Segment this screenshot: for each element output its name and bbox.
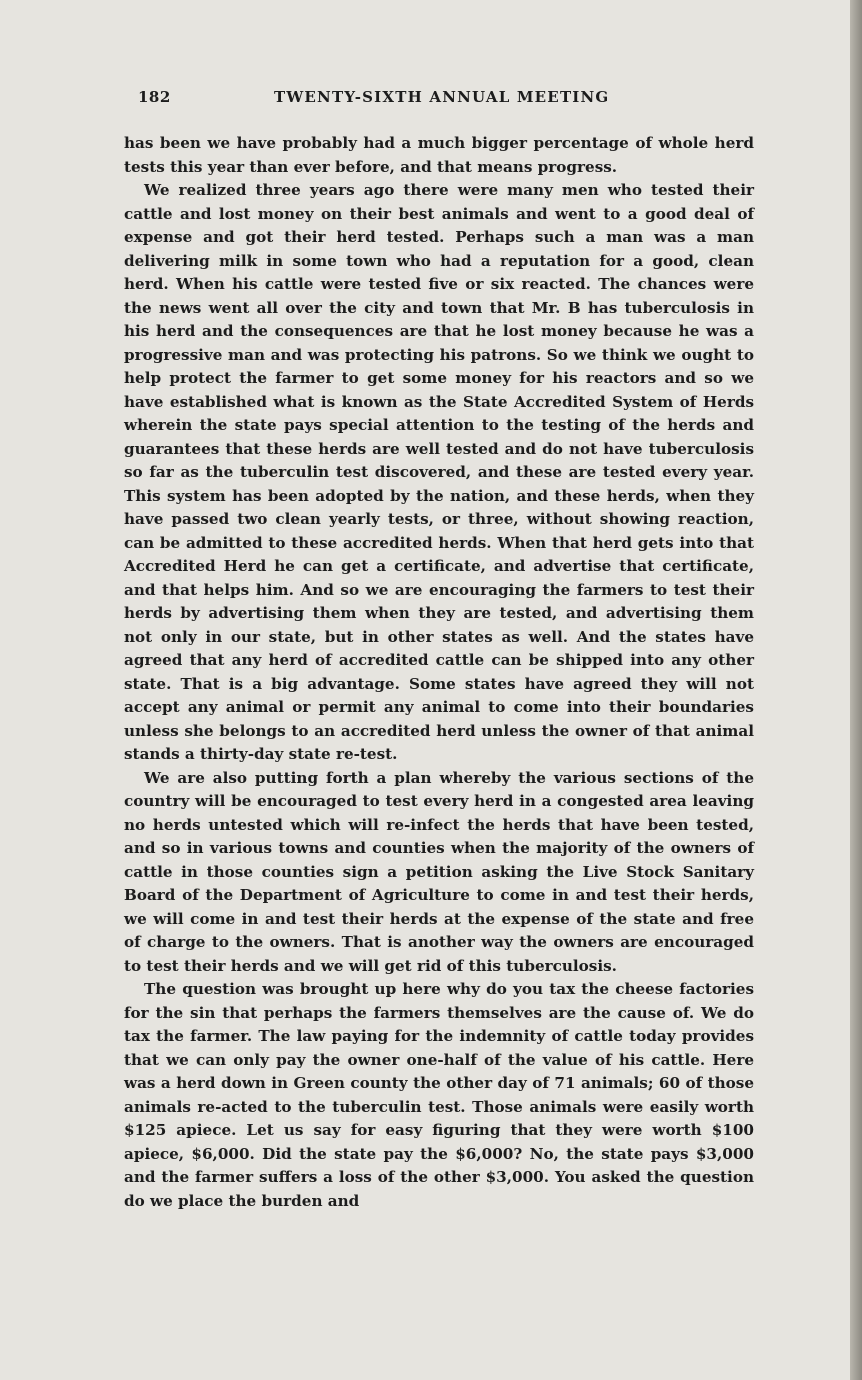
running-head: TWENTY-SIXTH ANNUAL MEETING (274, 88, 610, 106)
paragraph-accredited-system: We realized three years ago there were many men who tested their cattle and lost money on their best animals and went to a good deal of expense and got their herd tested. Perhaps such a man was a man delivering milk in some town who had a reputation for a good, clean herd. When his cattle were tested five or six reacted. The chances were the news went all over the city and town that Mr. B has tuberculosis in his herd and the consequences are that he lost money because he was a progressive man and was protecting his patrons. So we think we ought to help protect the farmer to get some money for his reactors and so we have established what is known as the State Accredited System of Herds wherein the state pays special attention to the testing of the herds and guarantees that these herds are well tested and do not have tuberculosis so far as the tuberculin test discovered, and these are tested every year. This system has been adopted by the nation, and these herds, when they have passed two clean yearly tests, or three, without showing reaction, can be admitted to these accredited herds. When that herd gets into that Accredited Herd he can get a certificate, and advertise that certificate, and that helps him. And so we are encouraging the farmers to test their herds by advertising them when they are tested, and advertising them not only in our state, but in other states as well. And the states have agreed that any herd of accredited cattle can be shipped into any other state. That is a big advantage. Some states have agreed they will not accept any animal or permit any animal to come into their boundaries unless she belongs to an accredited herd unless the owner of that animal stands a thirty-day state re-test. (124, 181, 754, 763)
paragraph-continued: has been we have probably had a much bigger percentage of whole herd tests this year than ever before, and that means progress. (124, 134, 754, 176)
page-number: 182 (138, 88, 171, 106)
page-edge-shadow (850, 0, 862, 1380)
body-text (124, 132, 754, 1213)
paragraph-cheese-factory-tax: The question was brought up here why do you tax the cheese factories for the sin that perhaps the farmers themselves are the cause of. We do tax the farmer. The law paying for the indemnity of cattle today provides that we can only pay the owner one-half of the value of his cattle. Here was a herd down in Green county the other day of 71 animals; 60 of those animals re-acted to the tuberculin test. Those animals were easily worth $125 apiece. Let us say for easy figuring that they were worth $100 apiece, $6,000. Did the state pay the $6,000? No, the state pays $3,000 and the farmer suffers a loss of the other $3,000. You asked the question do we place the burden and (124, 980, 754, 1210)
page-header (122, 86, 755, 112)
paragraph-area-testing-plan: We are also putting forth a plan whereby the various sections of the country will be encouraged to test every herd in a congested area leaving no herds untested which will re-infect the herds that have been tested, and so in various towns and counties when the majority of the owners of cattle in those counties sign a petition asking the Live Stock Sanitary Board of the Department of Agriculture to come in and test their herds, we will come in and test their herds at the expense of the state and free of charge to the owners. That is another way the owners are encouraged to test their herds and we will get rid of this tuberculosis. (124, 768, 754, 975)
